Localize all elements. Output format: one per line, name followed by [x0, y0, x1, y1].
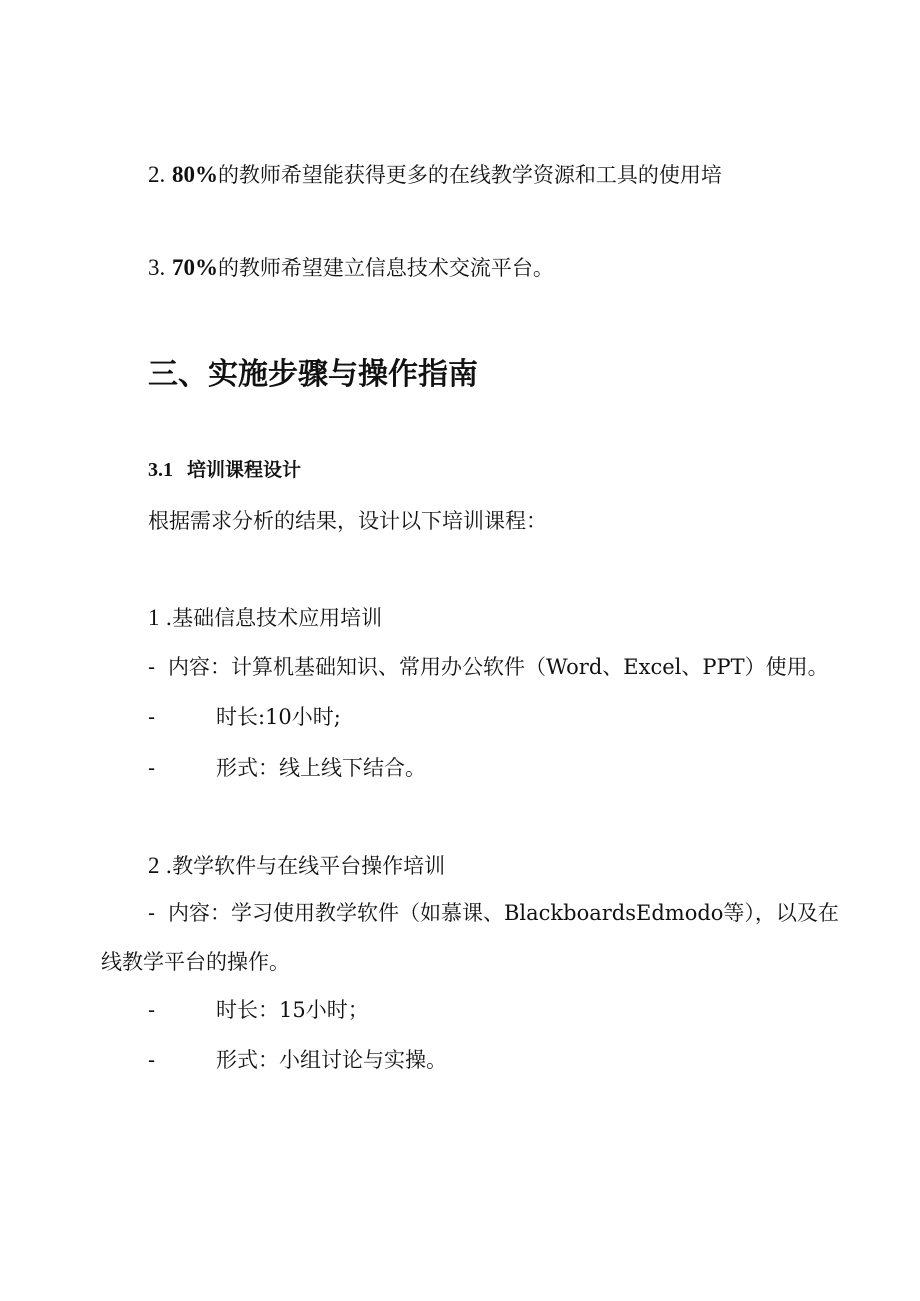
subsection-title: 培训课程设计	[187, 459, 302, 481]
course-content-continued: 线教学平台的操作。	[101, 950, 290, 974]
course-duration	[148, 707, 341, 728]
subsection-heading	[148, 460, 301, 480]
content-text: 内容：计算机基础知识、常用办公软件（Word、Excel、PPT）使用。	[168, 655, 829, 679]
course-title	[148, 854, 445, 877]
intro-paragraph: 根据需求分析的结果，设计以下培训课程：	[148, 509, 547, 533]
course-title-text: .基础信息技术应用培训	[165, 606, 383, 630]
finding-percent: 70%	[171, 255, 218, 280]
bullet-dash: -	[148, 901, 156, 925]
bullet-dash: -	[148, 756, 156, 780]
format-text: 形式：线上线下结合。	[216, 756, 426, 780]
course-content	[148, 903, 839, 924]
bullet-dash: -	[148, 655, 156, 679]
finding-number: 2.	[148, 162, 166, 187]
content-text: 内容：学习使用教学软件（如慕课、BlackboardsEdmodo等），以及在	[168, 901, 839, 925]
bullet-dash: -	[148, 998, 156, 1022]
course-number: 2	[148, 853, 160, 878]
course-content	[148, 657, 829, 678]
duration-text: 时长:10小时;	[216, 705, 341, 729]
course-format	[148, 758, 426, 779]
finding-percent: 80%	[171, 162, 218, 187]
bullet-dash: -	[148, 1048, 156, 1072]
finding-item	[148, 163, 722, 186]
duration-text: 时长：15小时；	[216, 998, 369, 1022]
course-format	[148, 1050, 447, 1071]
finding-text: 的教师希望能获得更多的在线教学资源和工具的使用培	[217, 163, 722, 187]
finding-item	[148, 256, 554, 279]
bullet-dash: -	[148, 705, 156, 729]
course-duration	[148, 1000, 369, 1021]
course-number: 1	[148, 605, 160, 630]
course-title	[148, 606, 382, 629]
finding-number: 3.	[148, 255, 166, 280]
course-title-text: .教学软件与在线平台操作培训	[165, 854, 446, 878]
format-text: 形式：小组讨论与实操。	[216, 1048, 447, 1072]
finding-text: 的教师希望建立信息技术交流平台。	[217, 256, 554, 280]
subsection-number: 3.1	[148, 459, 173, 481]
section-heading: 三、实施步骤与操作指南	[148, 357, 478, 392]
